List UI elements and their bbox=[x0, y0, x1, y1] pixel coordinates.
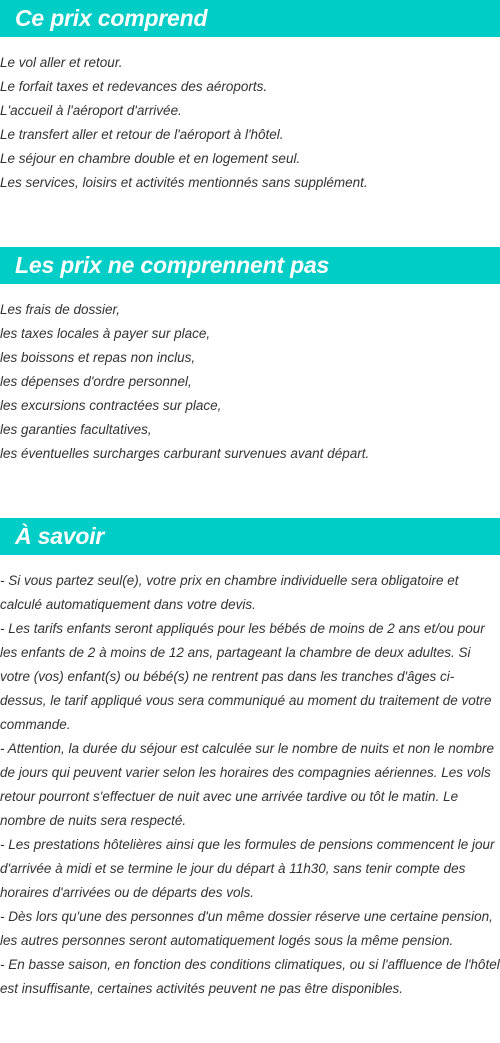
list-item: Les services, loisirs et activités mentionnés sans supplément. bbox=[0, 175, 368, 190]
section-title: Ce prix comprend bbox=[0, 0, 500, 37]
list-item: Les frais de dossier, bbox=[0, 302, 121, 317]
list-item: les garanties facultatives, bbox=[0, 422, 152, 437]
list-item: Le forfait taxes et redevances des aéroports. bbox=[0, 79, 268, 94]
section-content bbox=[0, 298, 500, 466]
info-paragraph: - Attention, la durée du séjour est calculée sur le nombre de nuits et non le nombre de jours qui peuvent varier selon les horaires des compagnies aériennes. Les vols retour pourront s'effectuer de nuit avec une arrivée tardive ou tôt le matin. Le nombre de nuits sera respecté. bbox=[0, 741, 495, 828]
list-item: Le séjour en chambre double et en logement seul. bbox=[0, 151, 301, 166]
section-good-to-know bbox=[0, 518, 500, 1001]
list-item: les taxes locales à payer sur place, bbox=[0, 326, 211, 341]
info-paragraph: - Si vous partez seul(e), votre prix en chambre individuelle sera obligatoire et calculé automatiquement dans votre devis. bbox=[0, 573, 459, 612]
section-price-excludes bbox=[0, 247, 500, 466]
list-item: les excursions contractées sur place, bbox=[0, 398, 222, 413]
list-item: les éventuelles surcharges carburant survenues avant départ. bbox=[0, 446, 370, 461]
section-title: À savoir bbox=[0, 518, 500, 555]
list-item: les dépenses d'ordre personnel, bbox=[0, 374, 192, 389]
info-paragraph: - En basse saison, en fonction des conditions climatiques, ou si l'affluence de l'hôtel est insuffisante, certaines activités peuvent ne pas être disponibles. bbox=[0, 957, 500, 996]
section-title: Les prix ne comprennent pas bbox=[0, 247, 500, 284]
list-item: Le transfert aller et retour de l'aéroport à l'hôtel. bbox=[0, 127, 284, 142]
info-paragraph: - Les prestations hôtelières ainsi que les formules de pensions commencent le jour d'arrivée à midi et se termine le jour du départ à 11h30, sans tenir compte des horaires d'arrivées ou de départs des vols. bbox=[0, 837, 495, 900]
list-item: les boissons et repas non inclus, bbox=[0, 350, 196, 365]
section-content bbox=[0, 51, 500, 195]
section-price-includes bbox=[0, 0, 500, 195]
info-paragraph: - Les tarifs enfants seront appliqués pour les bébés de moins de 2 ans et/ou pour les enfants de 2 à moins de 12 ans, partageant la chambre de deux adultes. Si votre (vos) enfant(s) ou bébé(s) ne rentrent pas dans les tranches d'âges ci-dessus, le tarif appliqué vous sera communiqué au moment du traitement de votre commande. bbox=[0, 621, 492, 732]
info-paragraph: - Dès lors qu'une des personnes d'un même dossier réserve une certaine pension, les autres personnes seront automatiquement logés sous la même pension. bbox=[0, 909, 493, 948]
list-item: L'accueil à l'aéroport d'arrivée. bbox=[0, 103, 182, 118]
list-item: Le vol aller et retour. bbox=[0, 55, 123, 70]
section-content bbox=[0, 569, 500, 1001]
